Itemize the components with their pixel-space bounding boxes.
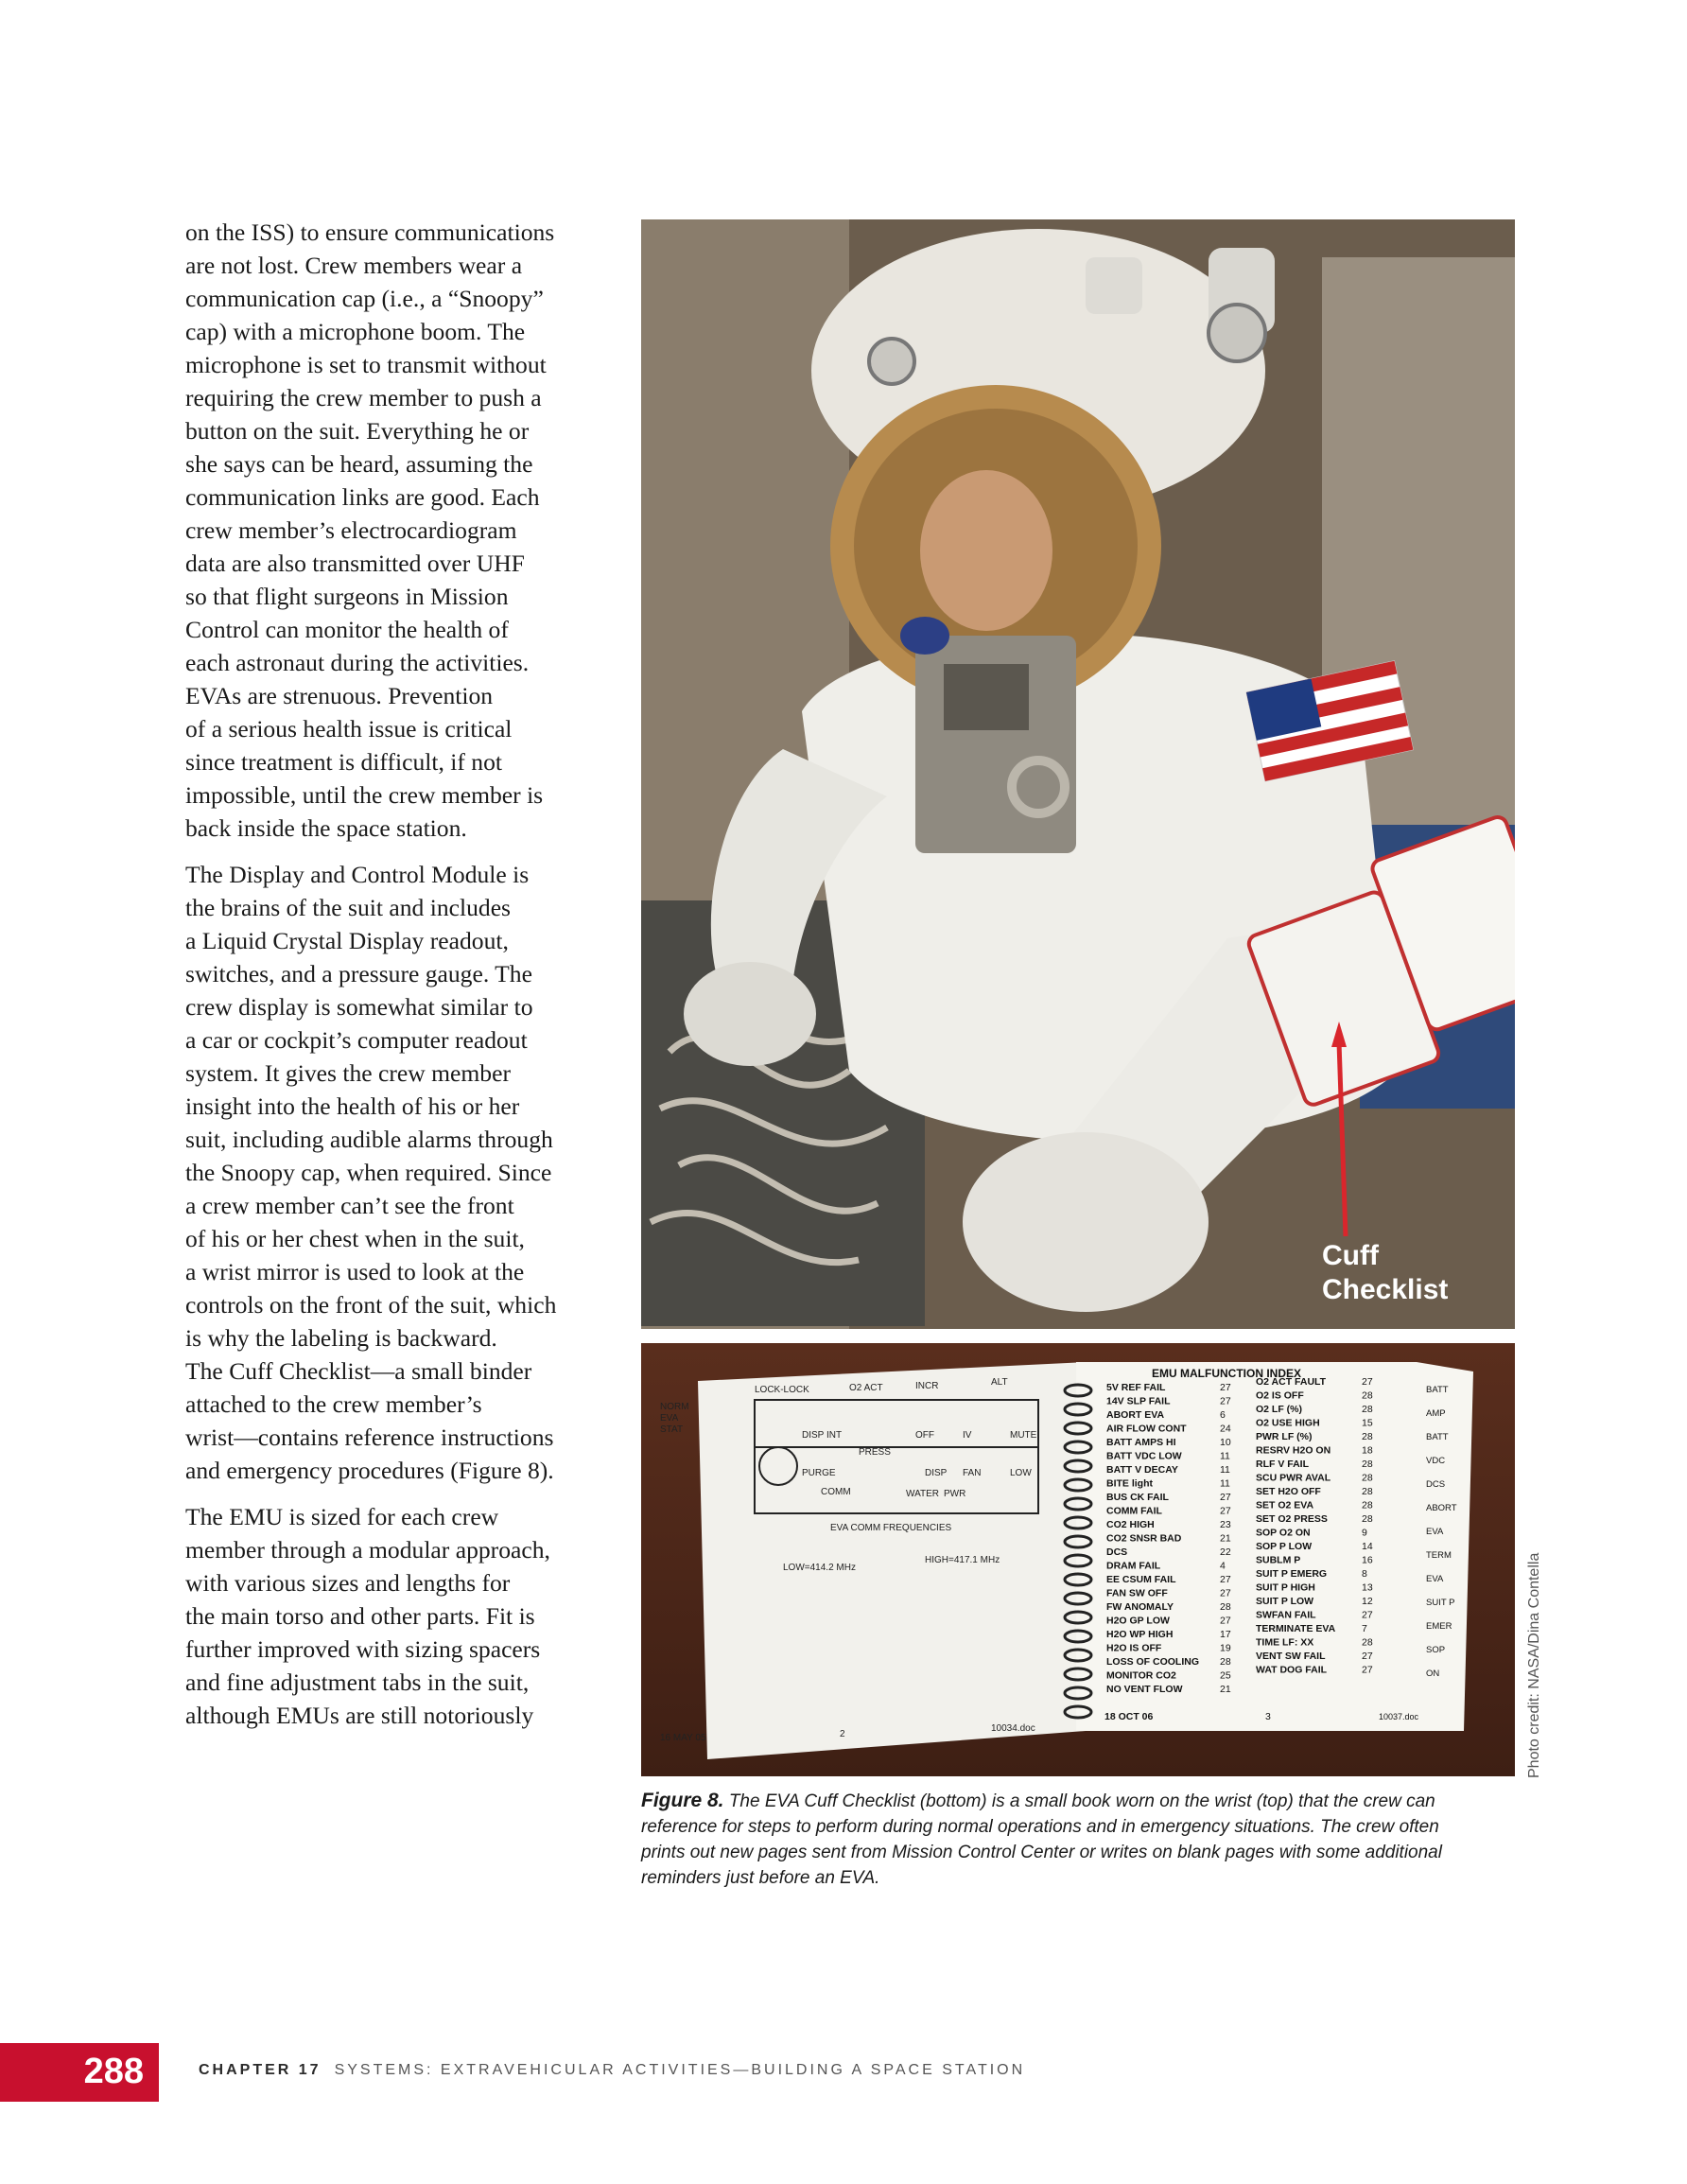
checklist-text: 17 (1220, 1629, 1231, 1640)
body-text-line: of a serious health issue is critical (185, 715, 513, 743)
body-text-column (185, 216, 611, 1745)
callout-line: Cuff (1322, 1240, 1379, 1271)
checklist-text: 11 (1220, 1450, 1230, 1462)
checklist-text: SOP (1426, 1645, 1446, 1655)
body-text-line: communication cap (i.e., a “Snoopy” (185, 285, 544, 312)
checklist-text: PWR (944, 1489, 966, 1499)
body-text-line: of his or her chest when in the suit, (185, 1225, 525, 1252)
checklist-text: INCR (915, 1381, 939, 1391)
checklist-text: 27 (1362, 1376, 1373, 1388)
checklist-text: 28 (1362, 1389, 1373, 1402)
checklist-text: O2 IS OFF (1256, 1389, 1304, 1402)
checklist-text: SET H2O OFF (1256, 1486, 1321, 1497)
body-text-line: microphone is set to transmit without (185, 351, 547, 378)
body-text-line: with various sizes and lengths for (185, 1569, 511, 1597)
checklist-text: NORM (660, 1402, 689, 1412)
checklist-text: 27 (1220, 1492, 1231, 1503)
checklist-text: MUTE (1010, 1430, 1037, 1441)
checklist-text: 27 (1220, 1505, 1231, 1517)
checklist-text: LOCK-LOCK (755, 1385, 809, 1395)
body-text-line: further improved with sizing spacers (185, 1635, 541, 1663)
page-number: 288 (83, 2052, 144, 2091)
checklist-text: 27 (1362, 1609, 1373, 1621)
body-text-line: crew display is somewhat similar to (185, 993, 533, 1021)
checklist-text: 24 (1220, 1423, 1231, 1435)
page-number-tab (0, 2043, 159, 2102)
body-text-line: a Liquid Crystal Display readout, (185, 927, 509, 954)
figure-label: Figure 8. (641, 1790, 724, 1811)
checklist-text: 28 (1362, 1486, 1373, 1497)
checklist-text: BATT V DECAY (1106, 1464, 1178, 1476)
checklist-text: 4 (1220, 1560, 1226, 1572)
checklist-text: EE CSUM FAIL (1106, 1574, 1176, 1585)
body-text-line: are not lost. Crew members wear a (185, 252, 523, 279)
body-text-line: each astronaut during the activities. (185, 649, 530, 676)
checklist-text: SUIT P LOW (1256, 1596, 1314, 1607)
body-text-line: on the ISS) to ensure communications (185, 218, 555, 246)
checklist-text: HIGH=417.1 MHz (925, 1555, 1000, 1565)
body-paragraph (185, 858, 611, 1487)
checklist-text: TERM (1426, 1550, 1452, 1561)
checklist-text: EVA (1426, 1527, 1444, 1537)
body-text-line: suit, including audible alarms through (185, 1126, 553, 1153)
body-text-line: a car or cockpit’s computer readout (185, 1026, 528, 1054)
checklist-text: 10037.doc (1379, 1712, 1419, 1721)
checklist-text: 6 (1220, 1409, 1226, 1421)
cuff-checklist-photo (641, 1343, 1515, 1776)
checklist-text: 21 (1220, 1532, 1231, 1545)
body-paragraph (185, 1500, 611, 1732)
checklist-text: RLF V FAIL (1256, 1459, 1309, 1470)
checklist-text: EVA (660, 1413, 679, 1424)
checklist-text: DISP INT (802, 1430, 843, 1441)
caption-line: reminders just before an EVA. (641, 1868, 880, 1888)
checklist-text: ON (1426, 1669, 1440, 1679)
chapter-title: SYSTEMS: EXTRAVEHICULAR ACTIVITIES—BUILDING A SPACE STATION (334, 2062, 1026, 2078)
body-text-line: system. It gives the crew member (185, 1059, 511, 1087)
body-text-line: data are also transmitted over UHF (185, 550, 525, 577)
checklist-text: DCS (1106, 1546, 1128, 1558)
checklist-text: 28 (1220, 1601, 1231, 1613)
checklist-text: LOW (1010, 1468, 1032, 1478)
cuff-checklist-callout (1322, 1239, 1448, 1307)
checklist-text: LOW=414.2 MHz (783, 1563, 856, 1573)
checklist-text: MONITOR CO2 (1106, 1669, 1176, 1682)
body-text-line: the main torso and other parts. Fit is (185, 1602, 535, 1630)
checklist-text: DRAM FAIL (1106, 1560, 1161, 1572)
checklist-text: 12 (1362, 1596, 1373, 1607)
checklist-text: OFF (915, 1430, 934, 1441)
caption-line: The EVA Cuff Checklist (bottom) is a small book worn on the wrist (top) that the crew can (728, 1791, 1435, 1811)
checklist-text: 16 (1362, 1554, 1373, 1566)
checklist-text: PWR LF (%) (1256, 1431, 1313, 1442)
body-text-line: cap) with a microphone boom. The (185, 318, 526, 345)
checklist-text: WATER (906, 1489, 939, 1499)
callout-line: Checklist (1322, 1274, 1449, 1305)
checklist-text: 23 (1220, 1519, 1231, 1530)
checklist-illustration (641, 1343, 1515, 1776)
checklist-text: SWFAN FAIL (1256, 1609, 1316, 1621)
body-text-line: The Display and Control Module is (185, 861, 530, 888)
checklist-text: CO2 SNSR BAD (1106, 1532, 1182, 1545)
checklist-text: 28 (1362, 1431, 1373, 1442)
checklist-text: COMM (821, 1487, 851, 1497)
checklist-text: AIR FLOW CONT (1106, 1423, 1187, 1435)
photo-credit-text: Photo credit: NASA/Dina Contella (1526, 1552, 1542, 1778)
checklist-text: 18 (1362, 1444, 1373, 1457)
figure-caption (641, 1788, 1521, 1891)
body-text-line: wrist—contains reference instructions (185, 1424, 554, 1451)
checklist-text: SUIT P (1426, 1598, 1455, 1608)
checklist-text: 5V REF FAIL (1106, 1382, 1166, 1393)
checklist-text: EVA COMM FREQUENCIES (830, 1523, 952, 1533)
checklist-text: DCS (1426, 1479, 1446, 1490)
body-text-line: The Cuff Checklist—a small binder (185, 1357, 532, 1385)
checklist-text: WAT DOG FAIL (1256, 1664, 1328, 1676)
body-text-line: a wrist mirror is used to look at the (185, 1258, 525, 1285)
checklist-text: FAN (963, 1468, 982, 1478)
checklist-text: O2 USE HIGH (1256, 1417, 1320, 1429)
body-text-line: and fine adjustment tabs in the suit, (185, 1669, 530, 1696)
checklist-text: 27 (1220, 1382, 1231, 1393)
checklist-text: ABORT EVA (1106, 1409, 1165, 1421)
checklist-text: VENT SW FAIL (1256, 1651, 1326, 1662)
body-text-line: the Snoopy cap, when required. Since (185, 1159, 552, 1186)
checklist-text: 10034.doc (991, 1723, 1035, 1734)
checklist-text: 28 (1362, 1513, 1373, 1525)
body-text-line: insight into the health of his or her (185, 1092, 520, 1120)
checklist-text: 16 MAY 05 (660, 1733, 706, 1743)
checklist-text: DISP (925, 1468, 948, 1478)
checklist-text: COMM FAIL (1106, 1505, 1162, 1517)
checklist-text: 28 (1362, 1404, 1373, 1415)
checklist-text: SUBLM P (1256, 1554, 1301, 1566)
checklist-text: IV (963, 1430, 972, 1441)
checklist-text: 25 (1220, 1669, 1231, 1682)
checklist-text: H2O IS OFF (1106, 1642, 1162, 1654)
body-text-line: and emergency procedures (Figure 8). (185, 1457, 554, 1484)
body-text-line: so that flight surgeons in Mission (185, 583, 509, 610)
checklist-text: BITE light (1106, 1477, 1153, 1490)
checklist-text: FW ANOMALY (1106, 1601, 1174, 1613)
checklist-text: 2 (840, 1729, 845, 1739)
checklist-text: SUIT P HIGH (1256, 1581, 1315, 1594)
checklist-text: 28 (1362, 1459, 1373, 1470)
checklist-text: 15 (1362, 1417, 1373, 1429)
checklist-text: O2 ACT (849, 1383, 883, 1393)
caption-line: reference for steps to perform during normal operations and in emergency situations. The crew often (641, 1817, 1439, 1837)
checklist-text: LOSS OF COOLING (1106, 1656, 1200, 1668)
checklist-text: 28 (1362, 1472, 1373, 1484)
checklist-text: EMER (1426, 1621, 1452, 1632)
checklist-text: BUS CK FAIL (1106, 1492, 1169, 1503)
checklist-text: 28 (1220, 1656, 1231, 1668)
body-text-line: since treatment is difficult, if not (185, 748, 503, 776)
checklist-text: 3 (1265, 1711, 1271, 1722)
checklist-text: PURGE (802, 1468, 836, 1478)
body-text-line: is why the labeling is backward. (185, 1324, 497, 1352)
checklist-text: 14V SLP FAIL (1106, 1395, 1171, 1407)
checklist-text: STAT (660, 1424, 684, 1435)
checklist-text: 22 (1220, 1546, 1231, 1558)
body-text-line: communication links are good. Each (185, 483, 540, 511)
checklist-text: NO VENT FLOW (1106, 1684, 1183, 1695)
body-paragraph (185, 216, 611, 845)
astronaut-photo (641, 219, 1515, 1329)
body-text-line: button on the suit. Everything he or (185, 417, 530, 445)
checklist-text: 8 (1362, 1568, 1367, 1580)
body-text-line: controls on the front of the suit, which (185, 1291, 557, 1319)
body-text-line: she says can be heard, assuming the (185, 450, 533, 478)
checklist-text: SOP P LOW (1256, 1541, 1313, 1552)
body-text-line: requiring the crew member to push a (185, 384, 542, 411)
chapter-label: CHAPTER 17 (199, 2062, 322, 2078)
body-text-line: member through a modular approach, (185, 1536, 550, 1564)
checklist-text: PRESS (859, 1447, 891, 1458)
checklist-text: BATT (1426, 1385, 1449, 1395)
running-footer (199, 2062, 1025, 2079)
checklist-text: 27 (1220, 1615, 1231, 1627)
checklist-text: BATT VDC LOW (1106, 1450, 1182, 1462)
body-text-line: attached to the crew member’s (185, 1390, 482, 1418)
checklist-text: H2O WP HIGH (1106, 1629, 1174, 1640)
checklist-text: H2O GP LOW (1106, 1615, 1170, 1627)
checklist-text: 19 (1220, 1642, 1231, 1654)
checklist-text: BATT AMPS HI (1106, 1437, 1176, 1448)
body-text-line: The EMU is sized for each crew (185, 1503, 499, 1530)
checklist-text: SUIT P EMERG (1256, 1568, 1328, 1580)
body-text-line: EVAs are strenuous. Prevention (185, 682, 494, 709)
checklist-text: CO2 HIGH (1106, 1519, 1155, 1530)
checklist-text: FAN SW OFF (1106, 1587, 1168, 1599)
checklist-text: SCU PWR AVAL (1256, 1472, 1331, 1484)
checklist-text: 18 OCT 06 (1104, 1711, 1154, 1722)
checklist-text: ALT (991, 1377, 1008, 1388)
checklist-text: EMU MALFUNCTION INDEX (1152, 1367, 1301, 1380)
checklist-text: O2 LF (%) (1256, 1404, 1302, 1415)
checklist-text: EVA (1426, 1574, 1444, 1584)
body-text-line: impossible, until the crew member is (185, 781, 544, 809)
body-text-line: crew member’s electrocardiogram (185, 516, 517, 544)
checklist-text: 13 (1362, 1581, 1373, 1594)
checklist-text: 11 (1220, 1477, 1230, 1490)
checklist-text: 7 (1362, 1623, 1367, 1634)
checklist-text: ABORT (1426, 1503, 1457, 1513)
body-text-line: Control can monitor the health of (185, 616, 509, 643)
body-text-line: although EMUs are still notoriously (185, 1702, 534, 1729)
checklist-text: SET O2 PRESS (1256, 1513, 1328, 1525)
body-text-line: switches, and a pressure gauge. The (185, 960, 532, 987)
checklist-text: TERMINATE EVA (1256, 1623, 1336, 1634)
body-text-line: a crew member can’t see the front (185, 1192, 514, 1219)
photo-credit (1524, 1476, 1547, 1778)
checklist-text: 27 (1220, 1587, 1231, 1599)
checklist-text: AMP (1426, 1408, 1446, 1419)
checklist-text: 28 (1362, 1499, 1373, 1511)
checklist-text: 27 (1220, 1574, 1231, 1585)
checklist-text: 21 (1220, 1684, 1231, 1695)
checklist-text: 28 (1362, 1636, 1373, 1649)
checklist-text: VDC (1426, 1456, 1446, 1466)
checklist-text: 11 (1220, 1464, 1230, 1476)
checklist-text: O2 ACT FAULT (1256, 1376, 1327, 1388)
checklist-text: 10 (1220, 1437, 1231, 1448)
body-text-line: back inside the space station. (185, 814, 467, 842)
astronaut-illustration (641, 219, 1515, 1329)
checklist-text: BATT (1426, 1432, 1449, 1442)
checklist-text: 27 (1362, 1664, 1373, 1676)
checklist-text: TIME LF: XX (1256, 1636, 1314, 1649)
body-text-line: the brains of the suit and includes (185, 894, 512, 921)
caption-line: prints out new pages sent from Mission Control Center or writes on blank pages with some additional (641, 1843, 1442, 1862)
checklist-text: RESRV H2O ON (1256, 1444, 1331, 1457)
checklist-text: 27 (1220, 1395, 1231, 1407)
checklist-text: 9 (1362, 1527, 1367, 1539)
checklist-text: SOP O2 ON (1256, 1527, 1311, 1539)
checklist-text: SET O2 EVA (1256, 1499, 1314, 1511)
checklist-text: 14 (1362, 1541, 1373, 1552)
checklist-text: 27 (1362, 1651, 1373, 1662)
